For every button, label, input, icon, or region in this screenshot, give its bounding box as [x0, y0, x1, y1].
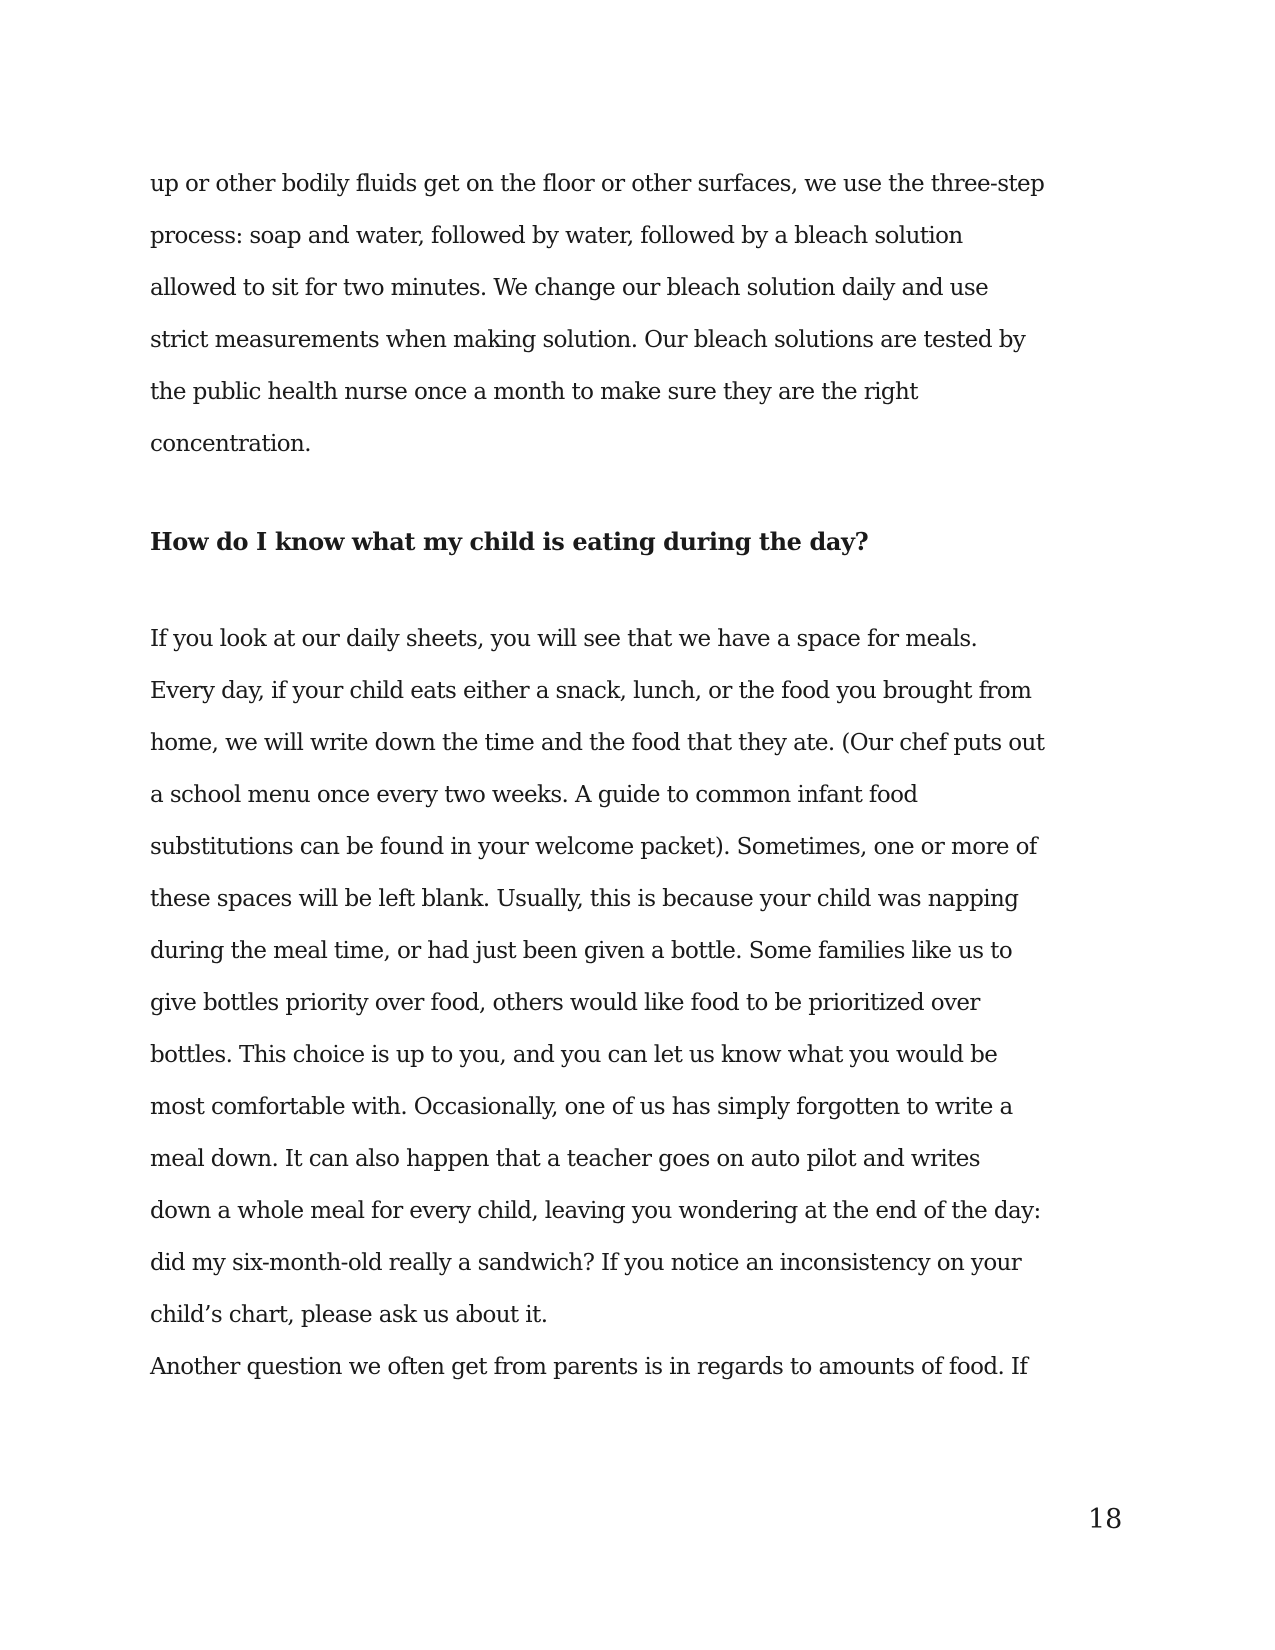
text-line: Another question we often get from parents is in regards to amounts of food. If [150, 1354, 1028, 1380]
text-line: concentration. [150, 431, 311, 457]
page-number: 18 [1088, 1504, 1123, 1535]
text-line: Every day, if your child eats either a snack, lunch, or the food you brought from [150, 678, 1032, 704]
text-line: If you look at our daily sheets, you will see that we have a space for meals. [150, 626, 978, 652]
text-line: up or other bodily fluids get on the floor or other surfaces, we use the three-step [150, 171, 1045, 197]
section-heading: How do I know what my child is eating during the day? [150, 527, 869, 556]
text-line: give bottles priority over food, others would like food to be prioritized over [150, 990, 980, 1016]
text-line: most comfortable with. Occasionally, one of us has simply forgotten to write a [150, 1094, 1013, 1120]
text-line: during the meal time, or had just been given a bottle. Some families like us to [150, 938, 1013, 964]
text-line: child’s chart, please ask us about it. [150, 1302, 548, 1328]
text-line: meal down. It can also happen that a teacher goes on auto pilot and writes [150, 1146, 980, 1172]
text-line: bottles. This choice is up to you, and you can let us know what you would be [150, 1042, 998, 1068]
text-line: a school menu once every two weeks. A guide to common infant food [150, 782, 918, 808]
text-line: substitutions can be found in your welcome packet). Sometimes, one or more of [150, 834, 1037, 860]
text-line: allowed to sit for two minutes. We change our bleach solution daily and use [150, 275, 989, 301]
text-line: strict measurements when making solution. Our bleach solutions are tested by [150, 327, 1026, 353]
text-line: did my six-month-old really a sandwich? If you notice an inconsistency on your [150, 1250, 1022, 1276]
text-line: process: soap and water, followed by water, followed by a bleach solution [150, 223, 963, 249]
text-line: down a whole meal for every child, leaving you wondering at the end of the day: [150, 1198, 1041, 1224]
text-line: the public health nurse once a month to make sure they are the right [150, 379, 918, 405]
text-line: these spaces will be left blank. Usually, this is because your child was napping [150, 886, 1019, 912]
text-line: home, we will write down the time and the food that they ate. (Our chef puts out [150, 730, 1045, 756]
